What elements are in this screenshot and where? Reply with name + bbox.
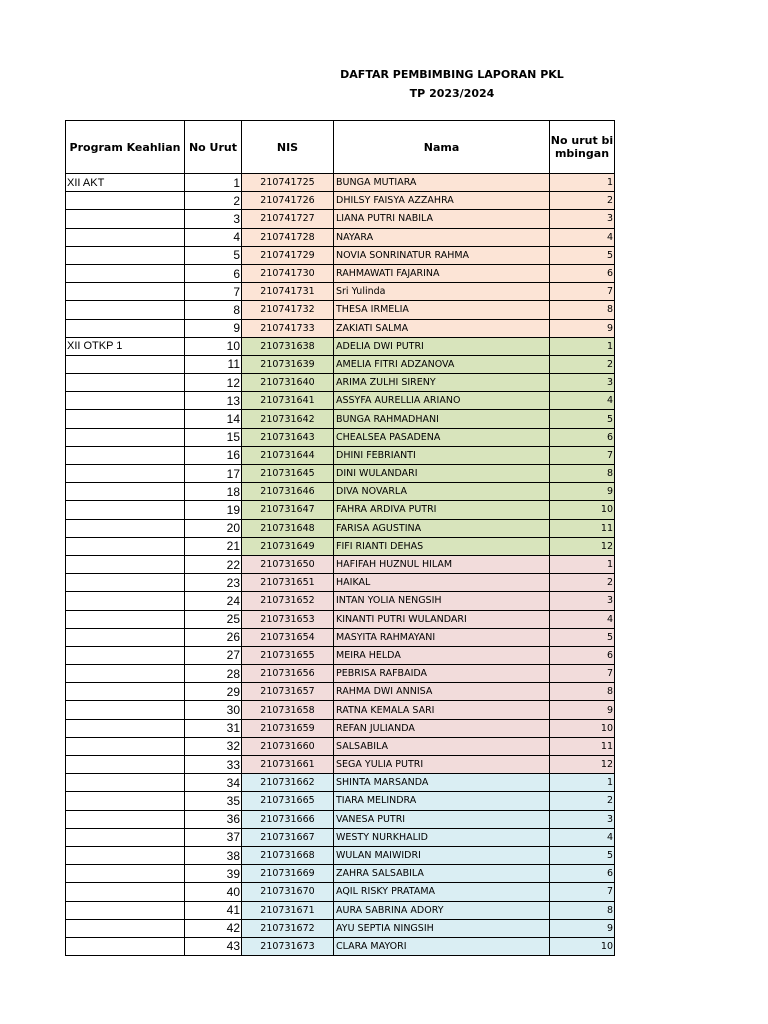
cell-no-urut: 10 (185, 337, 242, 355)
cell-nama: RAHMA DWI ANNISA (334, 683, 550, 701)
table-row (66, 756, 615, 774)
cell-program-keahlian (66, 465, 185, 483)
cell-program-keahlian (66, 919, 185, 937)
cell-program-keahlian (66, 937, 185, 955)
table-row (66, 901, 615, 919)
table-header-row (66, 121, 615, 174)
pembimbing-table (65, 120, 615, 956)
cell-program-keahlian (66, 483, 185, 501)
cell-nis: 210731671 (242, 901, 334, 919)
header-no-urut: No Urut (185, 121, 242, 174)
cell-nama: TIARA MELINDRA (334, 792, 550, 810)
cell-program-keahlian (66, 519, 185, 537)
cell-nis: 210731651 (242, 574, 334, 592)
table-row (66, 483, 615, 501)
cell-no-urut-bimbingan: 5 (550, 628, 615, 646)
cell-no-urut-bimbingan: 3 (550, 374, 615, 392)
table-row (66, 246, 615, 264)
cell-nis: 210731672 (242, 919, 334, 937)
cell-nama: FARISA AGUSTINA (334, 519, 550, 537)
cell-nama: ADELIA DWI PUTRI (334, 337, 550, 355)
cell-no-urut-bimbingan: 8 (550, 683, 615, 701)
cell-program-keahlian (66, 810, 185, 828)
cell-program-keahlian (66, 555, 185, 573)
table-row (66, 301, 615, 319)
cell-nama: NOVIA SONRINATUR RAHMA (334, 246, 550, 264)
cell-nis: 210731649 (242, 537, 334, 555)
cell-no-urut: 8 (185, 301, 242, 319)
cell-nama: ASSYFA AURELLIA ARIANO (334, 392, 550, 410)
cell-no-urut: 39 (185, 865, 242, 883)
table-row (66, 555, 615, 573)
table-row (66, 592, 615, 610)
document-title: DAFTAR PEMBIMBING LAPORAN PKL (340, 68, 564, 81)
cell-nama: DIVA NOVARLA (334, 483, 550, 501)
cell-nama: DHILSY FAISYA AZZAHRA (334, 192, 550, 210)
cell-no-urut-bimbingan: 6 (550, 646, 615, 664)
table-row (66, 337, 615, 355)
cell-nama: REFAN JULIANDA (334, 719, 550, 737)
cell-nama: FAHRA ARDIVA PUTRI (334, 501, 550, 519)
table-row (66, 919, 615, 937)
cell-no-urut-bimbingan: 2 (550, 792, 615, 810)
cell-no-urut: 33 (185, 756, 242, 774)
cell-no-urut-bimbingan: 2 (550, 355, 615, 373)
cell-program-keahlian (66, 610, 185, 628)
cell-nama: SEGA YULIA PUTRI (334, 756, 550, 774)
table-row (66, 210, 615, 228)
cell-program-keahlian (66, 719, 185, 737)
table-row (66, 410, 615, 428)
cell-nama: AQIL RISKY PRATAMA (334, 883, 550, 901)
cell-no-urut: 34 (185, 774, 242, 792)
cell-no-urut-bimbingan: 5 (550, 410, 615, 428)
table-row (66, 865, 615, 883)
table-row (66, 465, 615, 483)
table-row (66, 392, 615, 410)
table-row (66, 774, 615, 792)
table-row (66, 446, 615, 464)
cell-no-urut-bimbingan: 6 (550, 264, 615, 282)
cell-no-urut: 18 (185, 483, 242, 501)
cell-program-keahlian (66, 374, 185, 392)
table-row (66, 519, 615, 537)
table-row (66, 228, 615, 246)
cell-no-urut-bimbingan: 3 (550, 810, 615, 828)
table-row (66, 846, 615, 864)
cell-program-keahlian (66, 210, 185, 228)
cell-no-urut-bimbingan: 11 (550, 519, 615, 537)
cell-nama: LIANA PUTRI NABILA (334, 210, 550, 228)
table-row (66, 283, 615, 301)
cell-no-urut-bimbingan: 4 (550, 610, 615, 628)
table-row (66, 665, 615, 683)
cell-program-keahlian (66, 665, 185, 683)
cell-no-urut: 6 (185, 264, 242, 282)
cell-nama: FIFI RIANTI DEHAS (334, 537, 550, 555)
cell-nama: MASYITA RAHMAYANI (334, 628, 550, 646)
cell-program-keahlian (66, 701, 185, 719)
cell-no-urut: 17 (185, 465, 242, 483)
cell-no-urut-bimbingan: 6 (550, 428, 615, 446)
cell-program-keahlian (66, 628, 185, 646)
cell-nama: KINANTI PUTRI WULANDARI (334, 610, 550, 628)
cell-nis: 210741730 (242, 264, 334, 282)
cell-nis: 210731641 (242, 392, 334, 410)
cell-program-keahlian (66, 192, 185, 210)
cell-no-urut: 43 (185, 937, 242, 955)
cell-program-keahlian (66, 301, 185, 319)
cell-no-urut: 12 (185, 374, 242, 392)
cell-nama: NAYARA (334, 228, 550, 246)
table-row (66, 828, 615, 846)
table-row (66, 719, 615, 737)
table-row (66, 355, 615, 373)
cell-program-keahlian (66, 410, 185, 428)
cell-no-urut-bimbingan: 6 (550, 865, 615, 883)
cell-no-urut-bimbingan: 5 (550, 246, 615, 264)
cell-nama: WESTY NURKHALID (334, 828, 550, 846)
cell-no-urut: 20 (185, 519, 242, 537)
table-row (66, 646, 615, 664)
cell-nis: 210731660 (242, 737, 334, 755)
header-nis: NIS (242, 121, 334, 174)
table-row (66, 501, 615, 519)
cell-program-keahlian (66, 283, 185, 301)
cell-no-urut: 11 (185, 355, 242, 373)
cell-nama: WULAN MAIWIDRI (334, 846, 550, 864)
cell-nis: 210741726 (242, 192, 334, 210)
cell-nis: 210741729 (242, 246, 334, 264)
cell-nis: 210731645 (242, 465, 334, 483)
cell-no-urut-bimbingan: 9 (550, 701, 615, 719)
cell-nama: AYU SEPTIA NINGSIH (334, 919, 550, 937)
cell-program-keahlian (66, 392, 185, 410)
cell-nis: 210731652 (242, 592, 334, 610)
cell-nis: 210731639 (242, 355, 334, 373)
table-row (66, 628, 615, 646)
cell-nama: RATNA KEMALA SARI (334, 701, 550, 719)
cell-no-urut: 25 (185, 610, 242, 628)
cell-program-keahlian (66, 737, 185, 755)
cell-no-urut: 38 (185, 846, 242, 864)
cell-no-urut: 19 (185, 501, 242, 519)
table-row (66, 374, 615, 392)
table-row (66, 883, 615, 901)
cell-program-keahlian: XII OTKP 1 (66, 337, 185, 355)
cell-nama: THESA IRMELIA (334, 301, 550, 319)
cell-nis: 210731673 (242, 937, 334, 955)
cell-no-urut-bimbingan: 1 (550, 337, 615, 355)
cell-nis: 210731638 (242, 337, 334, 355)
table-row (66, 810, 615, 828)
cell-no-urut-bimbingan: 8 (550, 465, 615, 483)
cell-program-keahlian (66, 901, 185, 919)
cell-nis: 210731653 (242, 610, 334, 628)
cell-program-keahlian (66, 264, 185, 282)
cell-no-urut-bimbingan: 12 (550, 756, 615, 774)
cell-nis: 210731662 (242, 774, 334, 792)
cell-no-urut-bimbingan: 10 (550, 719, 615, 737)
cell-no-urut: 42 (185, 919, 242, 937)
table-row (66, 610, 615, 628)
cell-nis: 210731665 (242, 792, 334, 810)
cell-no-urut-bimbingan: 9 (550, 483, 615, 501)
cell-nis: 210741728 (242, 228, 334, 246)
cell-program-keahlian (66, 355, 185, 373)
cell-nama: HAIKAL (334, 574, 550, 592)
cell-no-urut: 2 (185, 192, 242, 210)
cell-nis: 210731650 (242, 555, 334, 573)
cell-no-urut: 7 (185, 283, 242, 301)
cell-nama: BUNGA MUTIARA (334, 174, 550, 192)
cell-program-keahlian (66, 246, 185, 264)
cell-no-urut: 14 (185, 410, 242, 428)
cell-no-urut-bimbingan: 2 (550, 574, 615, 592)
cell-nis: 210731648 (242, 519, 334, 537)
cell-nis: 210741733 (242, 319, 334, 337)
cell-program-keahlian (66, 501, 185, 519)
cell-nis: 210741732 (242, 301, 334, 319)
table-row (66, 683, 615, 701)
table-row (66, 319, 615, 337)
cell-program-keahlian (66, 574, 185, 592)
cell-no-urut-bimbingan: 3 (550, 592, 615, 610)
cell-no-urut: 37 (185, 828, 242, 846)
cell-nis: 210731661 (242, 756, 334, 774)
cell-nama: ZAHRA SALSABILA (334, 865, 550, 883)
cell-program-keahlian (66, 446, 185, 464)
cell-nama: BUNGA RAHMADHANI (334, 410, 550, 428)
cell-no-urut: 21 (185, 537, 242, 555)
cell-nama: HAFIFAH HUZNUL HILAM (334, 555, 550, 573)
cell-nama: ARIMA ZULHI SIRENY (334, 374, 550, 392)
cell-no-urut: 30 (185, 701, 242, 719)
cell-program-keahlian (66, 828, 185, 846)
cell-nis: 210731654 (242, 628, 334, 646)
cell-nis: 210731646 (242, 483, 334, 501)
cell-no-urut: 40 (185, 883, 242, 901)
document-subtitle: TP 2023/2024 (409, 87, 495, 100)
cell-program-keahlian (66, 319, 185, 337)
cell-nama: RAHMAWATI FAJARINA (334, 264, 550, 282)
cell-program-keahlian (66, 883, 185, 901)
cell-no-urut: 3 (185, 210, 242, 228)
cell-no-urut-bimbingan: 1 (550, 174, 615, 192)
cell-nama: AURA SABRINA ADORY (334, 901, 550, 919)
cell-no-urut: 15 (185, 428, 242, 446)
cell-nis: 210731643 (242, 428, 334, 446)
cell-no-urut: 24 (185, 592, 242, 610)
cell-no-urut-bimbingan: 5 (550, 846, 615, 864)
cell-no-urut: 26 (185, 628, 242, 646)
cell-nis: 210731669 (242, 865, 334, 883)
cell-nis: 210741725 (242, 174, 334, 192)
cell-no-urut-bimbingan: 9 (550, 919, 615, 937)
table-row (66, 792, 615, 810)
cell-no-urut-bimbingan: 10 (550, 501, 615, 519)
cell-nis: 210731655 (242, 646, 334, 664)
table-row (66, 428, 615, 446)
table-row (66, 701, 615, 719)
cell-nis: 210731642 (242, 410, 334, 428)
cell-nis: 210731656 (242, 665, 334, 683)
cell-no-urut-bimbingan: 9 (550, 319, 615, 337)
cell-program-keahlian (66, 774, 185, 792)
cell-no-urut: 22 (185, 555, 242, 573)
cell-nis: 210731657 (242, 683, 334, 701)
cell-nis: 210741731 (242, 283, 334, 301)
table-row (66, 737, 615, 755)
cell-nis: 210731659 (242, 719, 334, 737)
cell-no-urut: 32 (185, 737, 242, 755)
cell-nama: PEBRISA RAFBAIDA (334, 665, 550, 683)
cell-no-urut-bimbingan: 10 (550, 937, 615, 955)
table-row (66, 174, 615, 192)
cell-nama: VANESA PUTRI (334, 810, 550, 828)
table-body (66, 174, 615, 956)
cell-no-urut: 27 (185, 646, 242, 664)
cell-no-urut-bimbingan: 11 (550, 737, 615, 755)
cell-nama: CHEALSEA PASADENA (334, 428, 550, 446)
cell-no-urut: 35 (185, 792, 242, 810)
cell-program-keahlian (66, 537, 185, 555)
cell-no-urut: 36 (185, 810, 242, 828)
cell-no-urut-bimbingan: 1 (550, 555, 615, 573)
table-row (66, 264, 615, 282)
header-program-keahlian: Program Keahlian (66, 121, 185, 174)
cell-no-urut-bimbingan: 7 (550, 446, 615, 464)
cell-no-urut-bimbingan: 8 (550, 901, 615, 919)
cell-program-keahlian (66, 592, 185, 610)
cell-nis: 210731668 (242, 846, 334, 864)
header-nama: Nama (334, 121, 550, 174)
cell-no-urut: 16 (185, 446, 242, 464)
cell-no-urut: 13 (185, 392, 242, 410)
cell-program-keahlian (66, 428, 185, 446)
cell-program-keahlian (66, 646, 185, 664)
cell-no-urut: 41 (185, 901, 242, 919)
cell-no-urut-bimbingan: 2 (550, 192, 615, 210)
cell-nis: 210731658 (242, 701, 334, 719)
table-row (66, 574, 615, 592)
cell-no-urut: 1 (185, 174, 242, 192)
cell-nis: 210731644 (242, 446, 334, 464)
cell-program-keahlian (66, 683, 185, 701)
cell-no-urut-bimbingan: 12 (550, 537, 615, 555)
cell-nama: DINI WULANDARI (334, 465, 550, 483)
cell-no-urut: 29 (185, 683, 242, 701)
cell-nama: AMELIA FITRI ADZANOVA (334, 355, 550, 373)
cell-no-urut-bimbingan: 4 (550, 392, 615, 410)
cell-nama: ZAKIATI SALMA (334, 319, 550, 337)
cell-no-urut-bimbingan: 1 (550, 774, 615, 792)
table-row (66, 937, 615, 955)
cell-nis: 210731667 (242, 828, 334, 846)
cell-no-urut: 9 (185, 319, 242, 337)
cell-program-keahlian: XII AKT (66, 174, 185, 192)
cell-nis: 210731640 (242, 374, 334, 392)
table-row (66, 192, 615, 210)
cell-nama: INTAN YOLIA NENGSIH (334, 592, 550, 610)
cell-program-keahlian (66, 846, 185, 864)
cell-nama: SALSABILA (334, 737, 550, 755)
cell-program-keahlian (66, 228, 185, 246)
cell-nama: DHINI FEBRIANTI (334, 446, 550, 464)
header-no-urut-bimbingan: No urut bimbingan (550, 121, 615, 174)
cell-no-urut-bimbingan: 4 (550, 228, 615, 246)
cell-nama: MEIRA HELDA (334, 646, 550, 664)
cell-no-urut-bimbingan: 8 (550, 301, 615, 319)
cell-no-urut-bimbingan: 7 (550, 883, 615, 901)
cell-no-urut: 4 (185, 228, 242, 246)
cell-nis: 210741727 (242, 210, 334, 228)
cell-nis: 210731666 (242, 810, 334, 828)
cell-no-urut: 28 (185, 665, 242, 683)
cell-program-keahlian (66, 792, 185, 810)
cell-nama: CLARA MAYORI (334, 937, 550, 955)
cell-no-urut-bimbingan: 4 (550, 828, 615, 846)
cell-no-urut-bimbingan: 7 (550, 665, 615, 683)
cell-no-urut-bimbingan: 3 (550, 210, 615, 228)
cell-no-urut: 23 (185, 574, 242, 592)
cell-nama: Sri Yulinda (334, 283, 550, 301)
cell-program-keahlian (66, 865, 185, 883)
cell-nama: SHINTA MARSANDA (334, 774, 550, 792)
cell-nis: 210731647 (242, 501, 334, 519)
cell-no-urut: 5 (185, 246, 242, 264)
cell-no-urut-bimbingan: 7 (550, 283, 615, 301)
cell-nis: 210731670 (242, 883, 334, 901)
cell-no-urut: 31 (185, 719, 242, 737)
table-row (66, 537, 615, 555)
cell-program-keahlian (66, 756, 185, 774)
